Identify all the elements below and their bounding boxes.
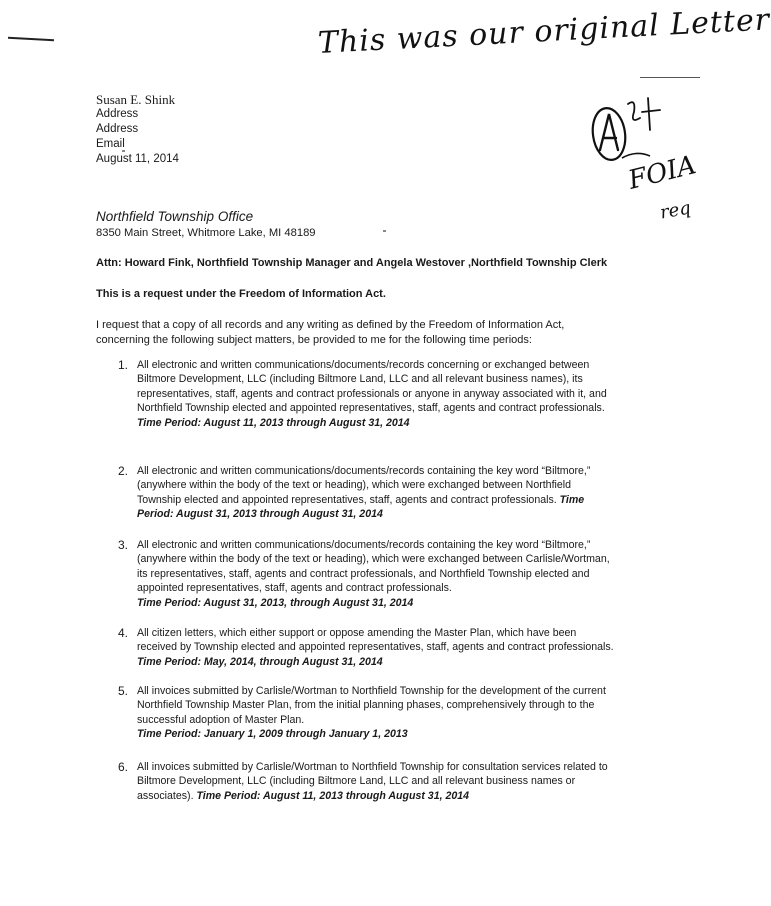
sender-address-1: Address	[96, 108, 139, 120]
recipient-address: 8350 Main Street, Whitmore Lake, MI 48189	[96, 227, 316, 239]
item-time-period: Time Period: January 1, 2009 through January 1, 2013	[137, 728, 408, 741]
intro-paragraph: I request that a copy of all records and any writing as defined by the Freedom of Information Act, concerning the following subject matters, be provided to me for the following time periods:	[96, 319, 565, 346]
item-text: All electronic and written communications/documents/records containing the key word “Biltmore,” (anywhere within the body of the text or heading), which were exchanged between Carlisle/Wortman, its representatives, staff, agents and contract professionals, and Northfield Township elected and appointed representatives, staff, agents and contract professionals.	[137, 539, 610, 595]
foia-statement: This is a request under the Freedom of Information Act.	[96, 288, 386, 300]
recipient-office: Northfield Township Office	[96, 209, 254, 224]
item-time-period: Time Period: August 31, 2013, through August 31, 2014	[137, 596, 414, 609]
letter-date: August 11, 2014	[96, 153, 179, 165]
handwritten-note: This was our original Letter	[317, 2, 771, 61]
sender-address-2: Address	[96, 123, 139, 135]
handwritten-foia: FOIA	[625, 150, 700, 196]
item-time-period: Time Period: August 11, 2013 through August 31, 2014	[196, 789, 470, 802]
item-number: 3.	[118, 538, 129, 552]
sender-name: Susan E. Shink	[96, 92, 176, 107]
item-number: 5.	[118, 684, 129, 698]
item-text: All invoices submitted by Carlisle/Wortman to Northfield Township for the development of the current Northfield Township Master Plan, from the initial planning phases, comprehensively through to the successful adoption of Master Plan.	[137, 685, 606, 726]
handwritten-req: req	[658, 197, 693, 224]
item-text: All citizen letters, which either support or oppose amending the Master Plan, which have been received by Township elected and appointed representatives, staff, agents and contract professionals.	[137, 627, 614, 654]
scan-speck	[122, 150, 125, 152]
item-number: 4.	[118, 626, 129, 640]
item-time-period: Time Period: August 31, 2013 through August 31, 2014	[137, 493, 585, 521]
item-text: All electronic and written communications/documents/records containing the key word “Biltmore,” (anywhere within the body of the text or heading), which were exchanged between Northfield Township elected and appointed representatives, staff, agents and contract professionals.	[137, 465, 591, 506]
item-time-period: Time Period: August 11, 2013 through August 31, 2014	[137, 416, 410, 429]
item-text: All invoices submitted by Carlisle/Wortman to Northfield Township for consultation services related to Biltmore Development, LLC (including Biltmore Land, LLC and all relevant business names or associates).	[137, 761, 608, 802]
item-number: 6.	[118, 760, 129, 774]
recipient-block	[96, 209, 316, 239]
sender-email: Email	[96, 138, 125, 150]
scan-speck	[383, 230, 386, 232]
item-number: 2.	[118, 464, 129, 478]
attention-line: Attn: Howard Fink, Northfield Township Manager and Angela Westover ,Northfield Township Clerk	[96, 257, 608, 269]
item-number: 1.	[118, 358, 129, 372]
sender-block	[96, 92, 179, 167]
item-text: All electronic and written communications/documents/records concerning or exchanged between Biltmore Development, LLC (including Biltmore Land, LLC and all relevant business names), its representatives, staff, agents and contract professionals or anyone in anyway associated with it, and Northfield Township elected and appointed representatives, staff, agents and contract professionals.	[137, 359, 607, 415]
item-time-period: Time Period: May, 2014, through August 31, 2014	[137, 655, 383, 668]
